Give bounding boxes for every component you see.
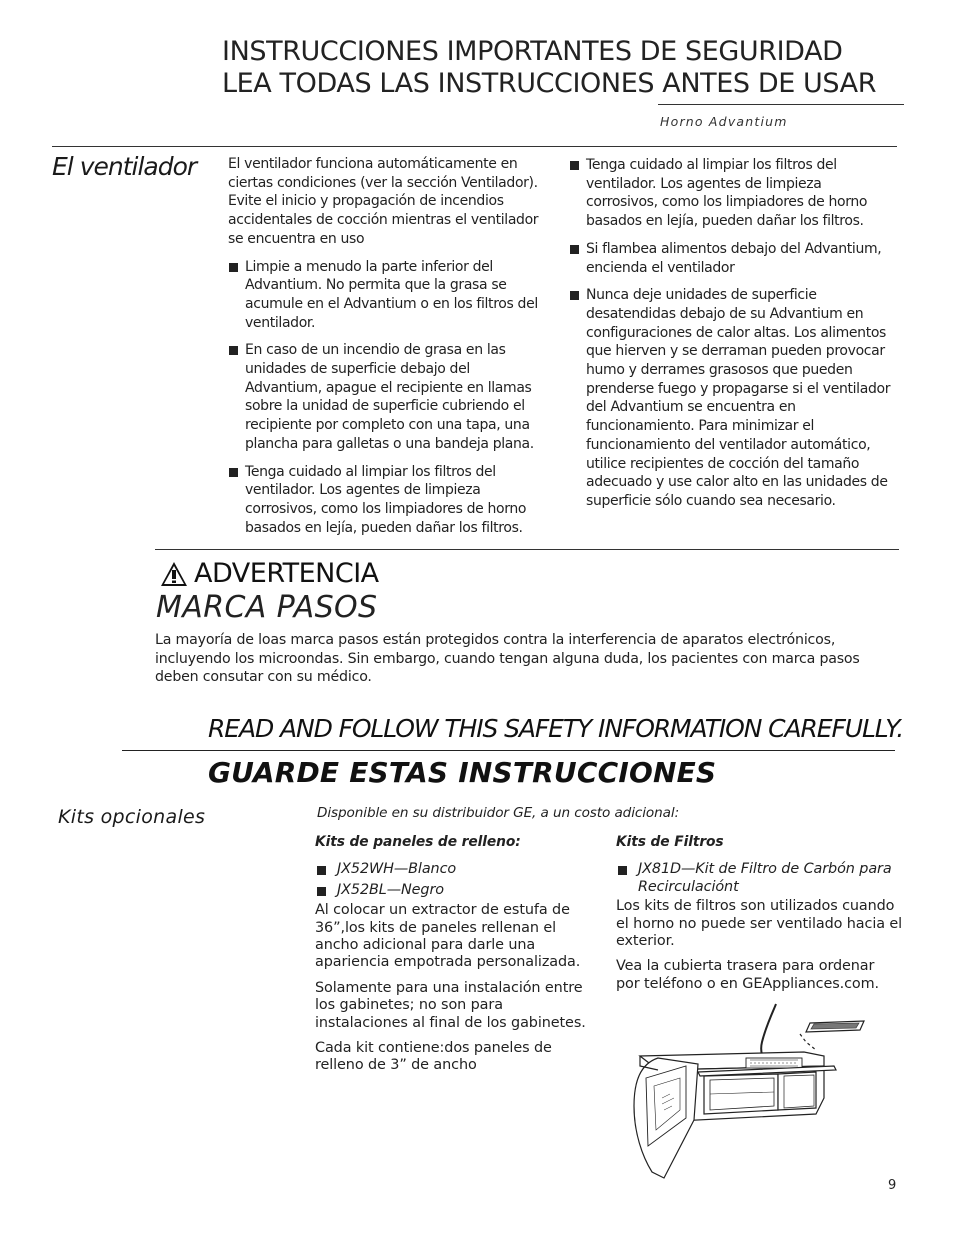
list-item: Si flambea alimentos debajo del Advantium, encienda el ventilador [569,240,895,277]
product-name: Horno Advantium [660,114,788,129]
list-item: JX52WH—Blanco [315,861,597,878]
filters-list [616,861,906,896]
title-line-2: LEA TODAS LAS INSTRUCCIONES ANTES DE USAR [222,68,877,99]
filters-title: Kits de Filtros [616,834,724,850]
list-item: Tenga cuidado al limpiar los filtros del ventilador. Los agentes de limpieza corrosivos, como los limpiadores de horno basados en lejía, pueden dañar los filtros. [228,463,550,538]
pacemaker-text: La mayoría de loas marca pasos están protegidos contra la interferencia de aparatos electrónicos, incluyendo los microondas. Sin embargo, cuando tengan alguna duda, los pacientes con marca pasos deben consutar con su médico. [155,632,860,686]
list-item: Limpie a menudo la parte inferior del Advantium. No permita que la grasa se acumule en el Advantium o en los filtros del ventilador. [228,258,550,333]
warning-heading [160,558,379,589]
list-item: Tenga cuidado al limpiar los filtros del ventilador. Los agentes de limpieza corrosivos, como los limpiadores de horno basados en lejía, pueden dañar los filtros. [569,156,895,231]
ventilador-heading: El ventilador [52,152,197,181]
ventilador-right-list [569,156,895,511]
section-rule-top [52,146,897,147]
pacemaker-heading: MARCA PASOS [156,590,378,625]
warning-triangle-icon [160,561,188,587]
safety-read-heading: READ AND FOLLOW THIS SAFETY INFORMATION CAREFULLY. [208,714,904,743]
oven-illustration [628,1002,868,1180]
list-item: JX81D—Kit de Filtro de Carbón para Recirculaciónt [616,861,900,896]
ventilador-intro: El ventilador funciona automáticamente en ciertas condiciones (ver la sección Ventilador). Evite el inicio y propagación de incendios accidentales de cocción mientras el ventilador se encuentra en uso [228,156,539,247]
filters-column [616,834,906,993]
header-rule-short [658,104,904,105]
kits-heading: Kits opcionales [58,806,206,828]
warning-label: ADVERTENCIA [194,558,379,589]
panels-title: Kits de paneles de relleno: [315,834,521,850]
kits-available: Disponible en su distribuidor GE, a un costo adicional: [317,805,680,821]
charcoal-filter-icon [806,1021,864,1032]
filters-paragraph-2: Vea la cubierta trasera para ordenar por teléfono o en GEAppliances.com. [616,958,880,992]
page-title [222,36,876,100]
safety-rule [122,750,895,751]
filters-paragraph-1: Los kits de filtros son utilizados cuando el horno no puede ser ventilado hacia el exterior. [616,898,903,950]
list-item: En caso de un incendio de grasa en las unidades de superficie debajo del Advantium, apague el recipiente en llamas sobre la unidad de superficie cubriendo el recipiente por completo con una tapa, una plancha para galletas o una bandeja plana. [228,341,550,453]
panels-column [315,834,597,1075]
panels-paragraph-1: Al colocar un extractor de estufa de 36”,los kits de paneles rellenan el ancho adicional para darle una apariencia empotrada personalizada. [315,902,581,971]
panels-list [315,861,597,899]
page-number: 9 [888,1178,897,1193]
save-instructions-heading: GUARDE ESTAS INSTRUCCIONES [208,756,717,789]
section-rule-middle [155,549,899,550]
panels-paragraph-3: Cada kit contiene:dos paneles de relleno de 3” de ancho [315,1040,552,1074]
ventilador-right-column [569,156,895,511]
panels-paragraph-2: Solamente para una instalación entre los gabinetes; no son para instalaciones al final de los gabinetes. [315,979,586,1031]
ventilador-left-list [228,258,550,538]
title-line-1: INSTRUCCIONES IMPORTANTES DE SEGURIDAD [222,36,843,67]
ventilador-left-column [228,155,550,537]
list-item: JX52BL—Negro [315,882,597,899]
list-item: Nunca deje unidades de superficie desatendidas debajo de su Advantium en configuraciones de calor altas. Los alimentos que hierven y se derraman pueden provocar humo y derrames grasosos que pueden prenderse fuego y propagarse si el ventilador del Advantium se encuentra en funcionamiento. Para minimizar el funcionamiento del ventilador automático, utilice recipientes de cocción del tamaño adecuado y use calor alto en las unidades de superficie sólo cuando sea necesario. [569,286,895,510]
